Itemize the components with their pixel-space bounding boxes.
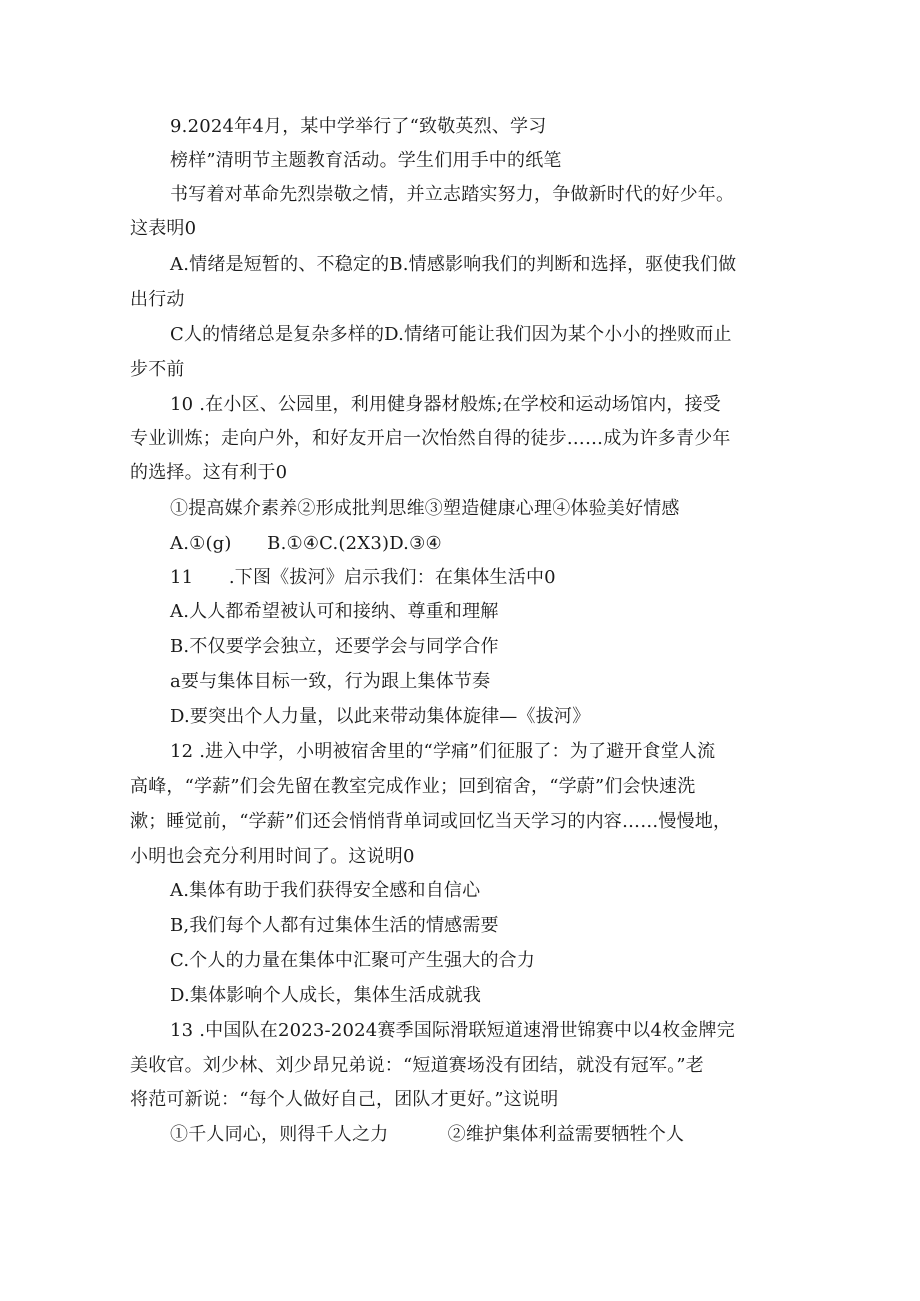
question-10-stem-line-3: 的选择。这有利于0 (130, 462, 288, 483)
question-12-option-c: C.个人的力量在集体中汇聚可产生强大的合力 (170, 950, 536, 971)
question-10-stem-line-1: 10 .在小区、公园里，利用健身器材般炼;在学校和运动场馆内，接受 (170, 394, 722, 415)
question-10-stem-line-2: 专业训炼；走向户外，和好友开启一次怡然自得的徒步……成为许多青少年 (130, 428, 731, 449)
question-9-stem-line-3: 书写着对革命先烈崇敬之情，并立志踏实努力，争做新时代的好少年。 (170, 184, 735, 205)
question-12-option-a: A.集体有助于我们获得安全感和自信心 (170, 880, 481, 901)
question-13-stem-line-1: 13 .中国队在2023-2024赛季国际滑联短道速滑世锦赛中以4枚金牌完 (170, 1020, 735, 1041)
question-12-stem-line-2: 高峰，“学薪”们会先留在教室完成作业；回到宿舍，“学蔚”们会快速洗 (130, 776, 696, 797)
question-11-stem: 11 .下图《拔河》启示我们：在集体生活中0 (170, 567, 556, 588)
question-9-stem-line-2: 榜样”清明节主题教育活动。学生们用手中的纸笔 (170, 150, 562, 171)
question-12-stem-line-4: 小明也会充分利用时间了。这说明0 (130, 846, 415, 867)
question-13-stem-line-3: 将范可新说：“每个人做好自己，团队才更好。”这说明 (130, 1089, 559, 1110)
question-9-stem-line-1: 9.2024年4月，某中学举行了“致敬英烈、学习 (170, 116, 547, 137)
question-13-stem-line-2: 美收官。刘少林、刘少昂兄弟说：“短道赛场没有团结，就没有冠军。”老 (130, 1055, 705, 1076)
question-9-options-cd: C人的情绪总是复杂多样的D.情绪可能让我们因为某个小小的挫败而止 (170, 324, 732, 345)
question-9-options-ab-cont: 出行动 (130, 289, 185, 310)
question-11-option-c: a要与集体目标一致，行为跟上集体节奏 (170, 671, 491, 692)
question-13-statements: ①千人同心，则得千人之力 ②维护集体利益需要牺牲个人 (170, 1124, 685, 1145)
question-11-option-d: D.要突出个人力量，以此来带动集体旋律—《拔河》 (170, 706, 591, 727)
question-9-options-cd-cont: 步不前 (130, 359, 185, 380)
question-10-statements: ①提高媒介素养②形成批判思维③塑造健康心理④体验美好情感 (170, 498, 680, 519)
question-12-option-d: D.集体影响个人成长，集体生活成就我 (170, 985, 482, 1006)
question-11-option-b: B.不仅要学会独立，还要学会与同学合作 (170, 636, 499, 657)
question-9-stem-line-4: 这表明0 (130, 218, 197, 239)
question-12-stem-line-1: 12 .进入中学，小明被宿舍里的“学痛”们征服了：为了避开食堂人流 (170, 741, 716, 762)
question-12-stem-line-3: 漱；睡觉前，“学薪”们还会悄悄背单词或回忆当天学习的内容……慢慢地， (130, 811, 732, 832)
question-11-option-a: A.人人都希望被认可和接纳、尊重和理解 (170, 601, 499, 622)
question-9-options-ab: A.情绪是短暂的、不稳定的B.情感影响我们的判断和选择，驱使我们做 (170, 254, 737, 275)
question-10-options: A.①(g) B.①④C.(2X3)D.③④ (170, 533, 442, 554)
question-12-option-b: B,我们每个人都有过集体生活的情感需要 (170, 915, 499, 936)
